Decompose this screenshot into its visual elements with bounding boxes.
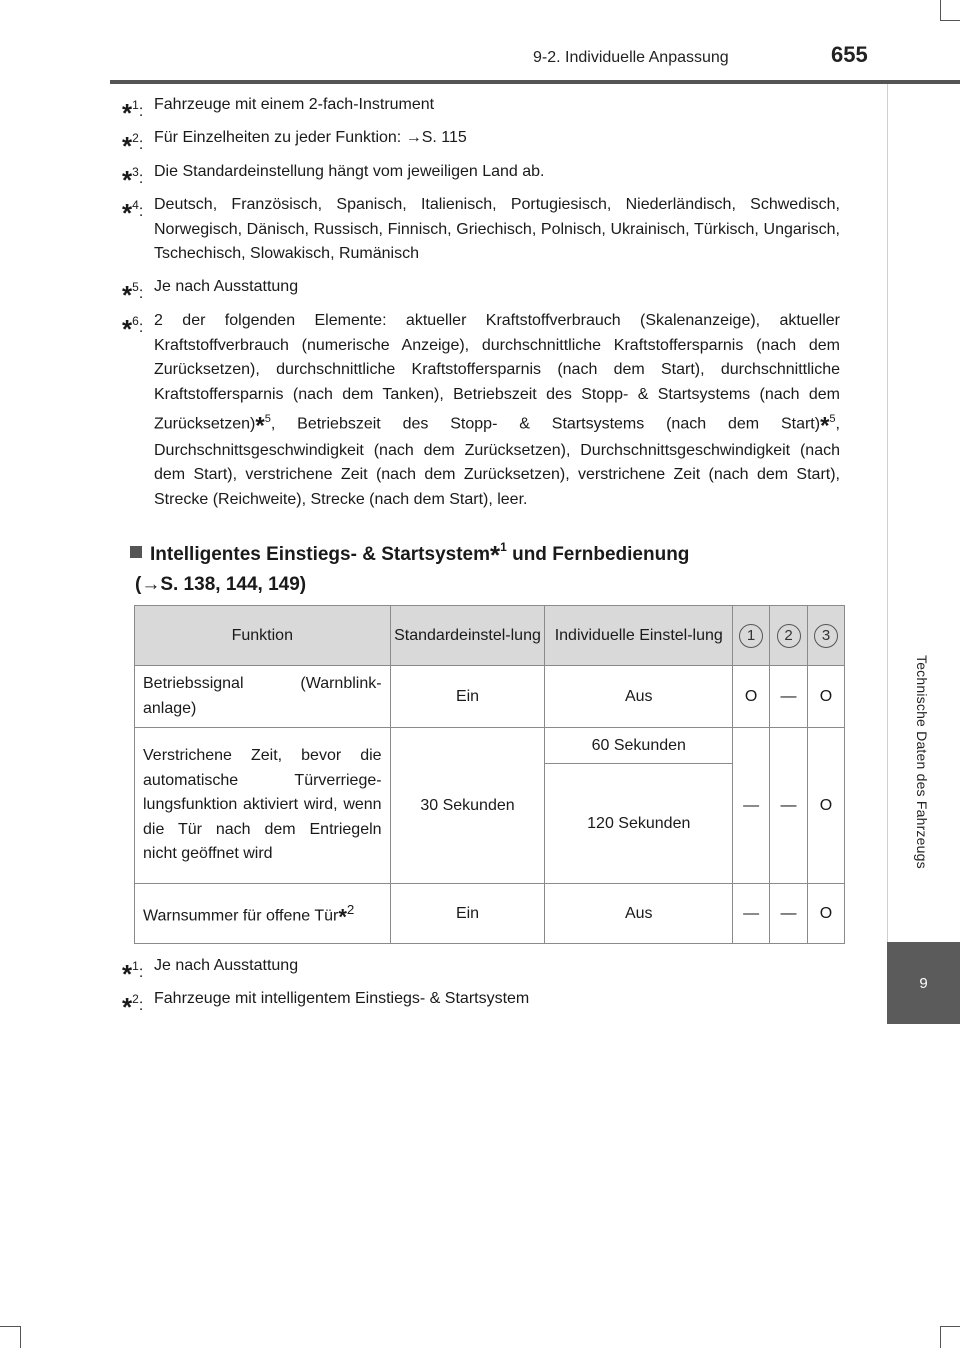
circle-3-icon: 3 bbox=[814, 624, 838, 648]
footnote-mark: *$^5$: bbox=[122, 280, 144, 310]
cell-individuell: 60 Sekunden bbox=[545, 728, 733, 764]
footnote-mark: *$^6$: bbox=[122, 314, 144, 344]
footnote-text: Für Einzelheiten zu jeder Funktion: →S. 115 bbox=[154, 129, 467, 146]
settings-table bbox=[134, 605, 845, 944]
footnote-text: Deutsch, Französisch, Spanisch, Italienisch, Portugiesisch, Niederländisch, Schwedisch, Norwegisch, Dänisch, Russisch, Finnisch, Griechisch, Polnisch, Ukrainisch, Türkisch, Ungarisch, Tschechisch, Slowakisch, Rumänisch bbox=[154, 196, 840, 262]
footnote bbox=[122, 309, 840, 512]
footnote-text: 2 der folgenden Elemente: aktueller Kraftstoffverbrauch (Skalenanzeige), aktueller Kraftstoffverbrauch (numerische Anzeige), durchschnittliche Kraftstoffersparnis (nach dem Zurücksetzen), durchschnittliche Kraftstoffersparnis (nach dem Start), durchschnittliche Kraftstoffersparnis (nach dem Tanken), Betriebszeit des Stopp- & Startsystems (nach dem Zurücksetzen)*$^5$, Betriebszeit des Stopp- & Startsystems (nach dem Start)*$^5$, Durchschnittsgeschwindigkeit (nach dem Zurücksetzen), Durchschnittsgeschwindigkeit (nach dem Start), verstrichene Zeit (nach dem Zurücksetzen), verstrichene Zeit (nach dem Start), Strecke (Reichweite), Strecke (nach dem Start), leer. bbox=[154, 312, 840, 508]
footnote bbox=[122, 93, 840, 128]
footnote-mark: *$^2$: bbox=[122, 992, 144, 1022]
crop-mark bbox=[0, 1326, 20, 1327]
cell-col-3: O bbox=[808, 728, 845, 884]
table-row bbox=[135, 666, 845, 728]
cell-funktion: Warnsummer für offene Tür*$^2$ bbox=[135, 884, 391, 944]
cell-col-2: — bbox=[770, 666, 808, 728]
footnote bbox=[122, 987, 840, 1022]
footnote bbox=[122, 160, 840, 195]
square-bullet-icon bbox=[130, 546, 142, 558]
header-standard: Standardeinstel-lung bbox=[390, 606, 545, 666]
header-rule bbox=[110, 80, 960, 84]
cell-funktion: Betriebssignal (Warnblink-anlage) bbox=[135, 666, 391, 728]
cell-standard: 30 Sekunden bbox=[390, 728, 545, 884]
cell-col-3: O bbox=[808, 884, 845, 944]
cell-col-2: — bbox=[770, 728, 808, 884]
footnote bbox=[122, 275, 840, 310]
footnote-text: Je nach Ausstattung bbox=[154, 278, 299, 295]
footnote-mark: *$^4$: bbox=[122, 198, 144, 228]
cell-col-1: — bbox=[733, 884, 770, 944]
cell-individuell: Aus bbox=[545, 884, 733, 944]
header-funktion: Funktion bbox=[135, 606, 391, 666]
footnote-mark: *$^2$: bbox=[122, 131, 144, 161]
footnote-mark: *$^3$: bbox=[122, 165, 144, 195]
footnote-mark: *$^1$: bbox=[122, 98, 144, 128]
crop-mark bbox=[940, 20, 960, 21]
circle-1-icon: 1 bbox=[739, 624, 763, 648]
circle-2-icon: 2 bbox=[777, 624, 801, 648]
header-individuell: Individuelle Einstel-lung bbox=[545, 606, 733, 666]
footnote-text: Je nach Ausstattung bbox=[154, 957, 299, 974]
cell-col-1: — bbox=[733, 728, 770, 884]
page-number: 655 bbox=[831, 42, 868, 67]
section-heading: Intelligentes Einstiegs- & Startsystem*$^1$ und Fernbedienung (→S. 138, 144, 149) bbox=[130, 532, 850, 600]
chapter-number: 9 bbox=[919, 974, 928, 992]
cell-standard: Ein bbox=[390, 666, 545, 728]
crop-mark bbox=[20, 1326, 21, 1348]
cell-col-1: O bbox=[733, 666, 770, 728]
side-tab-title: Technische Daten des Fahrzeugs bbox=[914, 655, 930, 869]
cell-individuell: 120 Sekunden bbox=[545, 764, 733, 884]
table-row bbox=[135, 728, 845, 764]
cell-funktion: Verstrichene Zeit, bevor die automatische Türverriege-lungsfunktion aktiviert wird, wenn die Tür nach dem Entriegeln nicht geöffnet wird bbox=[135, 728, 391, 884]
footnote-mark: *$^1$: bbox=[122, 959, 144, 989]
crop-mark bbox=[940, 0, 941, 20]
cell-standard: Ein bbox=[390, 884, 545, 944]
table-header-row bbox=[135, 606, 845, 666]
cell-col-2: — bbox=[770, 884, 808, 944]
footnote-text: Die Standardeinstellung hängt vom jeweiligen Land ab. bbox=[154, 163, 545, 180]
footnote-text: Fahrzeuge mit intelligentem Einstiegs- & Startsystem bbox=[154, 990, 530, 1007]
footnote bbox=[122, 126, 840, 161]
cell-col-3: O bbox=[808, 666, 845, 728]
footnote bbox=[122, 193, 840, 267]
header-col-1 bbox=[733, 606, 770, 666]
header-col-2 bbox=[770, 606, 808, 666]
crop-mark bbox=[940, 1326, 960, 1327]
table-row bbox=[135, 884, 845, 944]
section-header: 9-2. Individuelle Anpassung bbox=[533, 49, 729, 66]
footnote bbox=[122, 954, 840, 989]
footnote-text: Fahrzeuge mit einem 2-fach-Instrument bbox=[154, 96, 435, 113]
chapter-tab bbox=[887, 942, 960, 1024]
section-reference: (→S. 138, 144, 149) bbox=[135, 574, 307, 595]
crop-mark bbox=[940, 1326, 941, 1348]
header-col-3 bbox=[808, 606, 845, 666]
cell-individuell: Aus bbox=[545, 666, 733, 728]
